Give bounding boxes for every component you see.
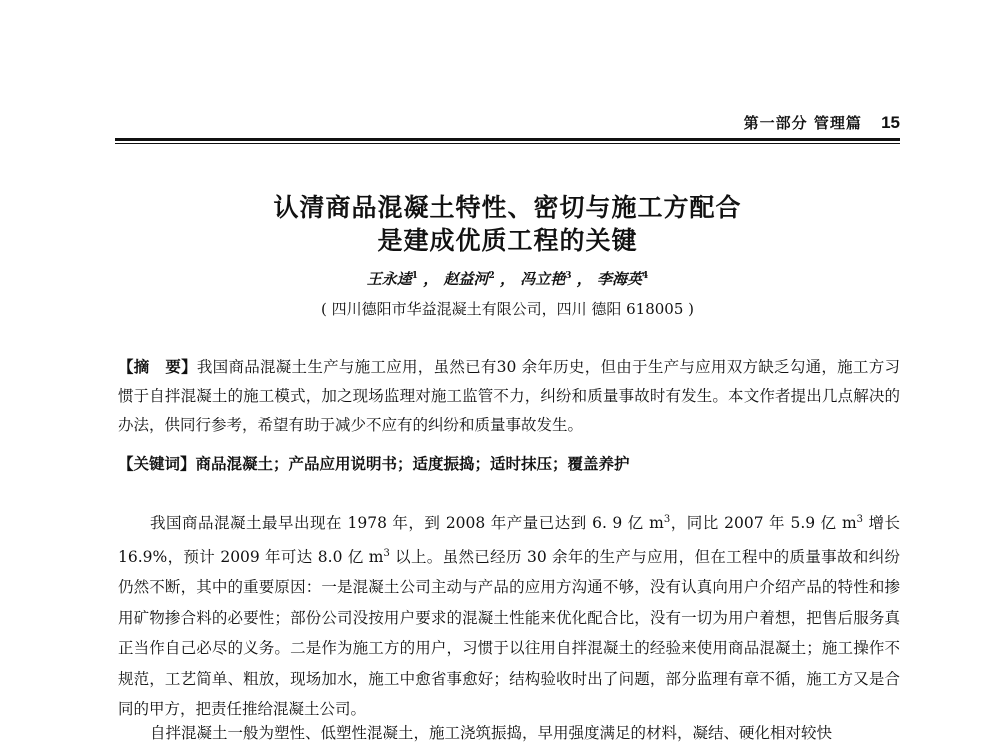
author-mark: 2 xyxy=(488,271,495,281)
author-name: 王永逵 xyxy=(366,270,412,288)
body-paragraph-2-partial: 自拌混凝土一般为塑性、低塑性混凝土，施工浇筑振捣，早用强度满足的材料，凝结、硬化相对较快 xyxy=(150,724,833,742)
author-list: 王永逵$^1$ ， 赵益河$^2$ ， 冯立艳$^3$ ， 李海英$^4$ xyxy=(366,270,649,288)
abstract xyxy=(118,352,900,440)
body-text: ，同比 2007 年 5.9 亿 m xyxy=(670,514,857,533)
body-text: 我国商品混凝土最早出现在 1978 年，到 2008 年产量已达到 6. 9 亿 m xyxy=(150,514,664,533)
abstract-label: 【摘 要】 xyxy=(118,357,197,376)
abstract-text: 我国商品混凝土生产与施工应用，虽然已有30 余年历史，但由于生产与应用双方缺乏勾通，施工方习惯于自拌混凝土的施工模式，加之现场监理对施工监管不力，纠纷和质量事故时有发生。本文作者提出几点解决的办法，供同行参考，希望有助于减少不应有的纠纷和质量事故发生。 xyxy=(118,358,900,434)
author-mark: 3 xyxy=(565,271,572,281)
author-mark: 4 xyxy=(642,271,649,281)
author-name: 冯立艳 xyxy=(520,270,566,288)
page-number: 15 xyxy=(881,113,900,132)
title-line-1: 认清商品混凝土特性、密切与施工方配合 xyxy=(273,193,742,222)
author-name: 赵益河 xyxy=(443,270,489,288)
header-section: 第一部分 管理篇 xyxy=(743,114,862,132)
keywords-text: 商品混凝土；产品应用说明书；适度振捣；适时抹压；覆盖养护 xyxy=(195,454,630,473)
keywords xyxy=(118,449,900,479)
author-name: 李海英 xyxy=(597,270,643,288)
superscript: 3 xyxy=(663,514,671,525)
superscript: 3 xyxy=(383,547,390,559)
body-text: 以上。虽然已经历 30 余年的生产与应用，但在工程中的质量事故和纠纷仍然不断，其中的重要原因：一是混凝土公司主动与产品的应用方沟通不够，没有认真向用户介绍产品的特性和掺用矿物掺合料的必要性；部份公司没按用户要求的混凝土性能来优化配合比，没有一切为用户着想，把售后服务真正当作自己必尽的义务。二是作为施工方的用户，习惯于以往用自拌混凝土的经验来使用商品混凝土；施工操作不规范，工艺简单、粗放，现场加水，施工中愈省事愈好；结构验收时出了问题，部分监理有章不循，施工方又是合同的甲方，把责任推给混凝土公司。 xyxy=(118,547,901,719)
title-line-2: 是建成优质工程的关键 xyxy=(377,226,638,255)
superscript: 3 xyxy=(856,514,864,525)
author-mark: 1 xyxy=(411,271,418,281)
header-rule-thin xyxy=(115,143,900,144)
body-text: 增长 16.9%，预计 2009 年可达 8.0 亿 m xyxy=(118,514,900,566)
affiliation: ( 四川德阳市华益混凝土有限公司，四川 德阳 618005 ) xyxy=(320,300,695,318)
running-header xyxy=(115,112,900,138)
keywords-label: 【关键词】 xyxy=(118,454,196,473)
header-rule-thick xyxy=(115,138,900,141)
